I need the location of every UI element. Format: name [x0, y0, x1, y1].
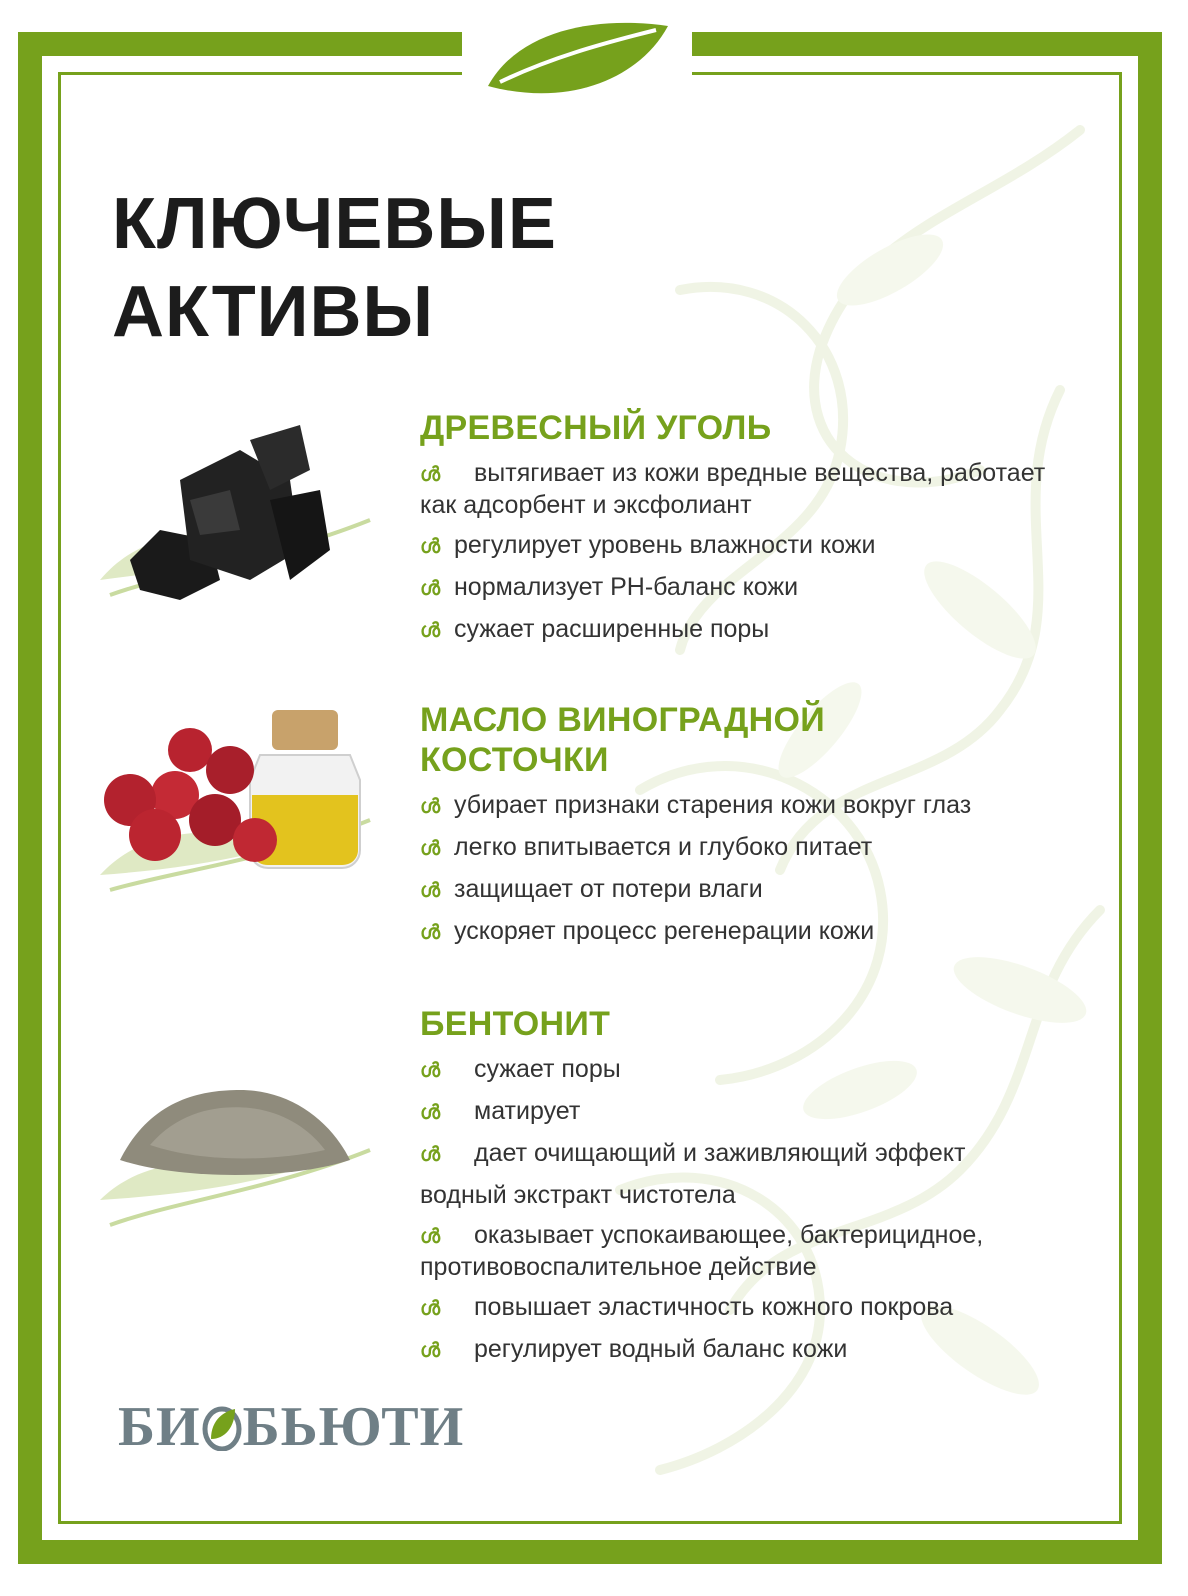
logo-text-end: БЬЮТИ — [242, 1396, 465, 1458]
list-item — [420, 572, 1060, 604]
title-line-2: АКТИВЫ — [112, 272, 434, 352]
section-heading — [420, 700, 1060, 780]
bullet-icon: ൾ — [420, 464, 441, 486]
list-item-text: дает очищающий и заживляющий эффект — [474, 1139, 966, 1167]
list-item — [420, 790, 1060, 822]
bullet-icon: ൾ — [420, 1144, 441, 1166]
title-line-1: КЛЮЧЕВЫЕ — [112, 184, 557, 264]
logo-text-start: БИ — [118, 1396, 201, 1458]
benefit-list — [420, 1054, 1060, 1366]
list-item-text: повышает эластичность кожного покрова — [474, 1293, 954, 1321]
bullet-icon: ൾ — [420, 1340, 441, 1362]
list-item-text: регулирует водный баланс кожи — [474, 1335, 848, 1363]
list-item-text: ускоряет процесс регенерации кожи — [454, 917, 875, 945]
list-item — [420, 614, 1060, 646]
list-item — [420, 832, 1060, 864]
section-heading: ДРЕВЕСНЫЙ УГОЛЬ — [420, 409, 772, 447]
bullet-icon: ൾ — [420, 838, 441, 860]
list-item-text: сужает поры — [474, 1055, 621, 1083]
brand-logo — [118, 1395, 464, 1459]
list-item — [420, 1292, 1060, 1324]
list-item — [420, 530, 1060, 562]
section-heading-line-2: КОСТОЧКИ — [420, 741, 609, 779]
list-item-text: защищает от потери влаги — [454, 875, 763, 903]
list-item — [420, 1220, 1060, 1282]
bullet-icon: ൾ — [420, 880, 441, 902]
list-item — [420, 874, 1060, 906]
list-item — [420, 1096, 1060, 1128]
list-item-text: нормализует PH-баланс кожи — [454, 573, 799, 601]
bullet-icon: ൾ — [420, 796, 441, 818]
list-item-text: убирает признаки старения кожи вокруг глаз — [454, 791, 972, 819]
section-charcoal — [420, 408, 1060, 656]
section-bentonite — [420, 1004, 1060, 1376]
grapeseed-oil-image — [90, 700, 380, 910]
list-item — [420, 1054, 1060, 1086]
list-item — [420, 1180, 1060, 1210]
list-item-text: водный экстракт чистотела — [420, 1181, 736, 1209]
list-item-text: оказывает успокаивающее, бактерицидное, противовоспалительное действие — [420, 1221, 984, 1281]
logo-leaf-icon — [201, 1403, 243, 1451]
benefit-list — [420, 458, 1060, 646]
bentonite-image — [90, 1050, 380, 1260]
list-item-text: матирует — [474, 1097, 581, 1125]
list-item — [420, 1138, 1060, 1170]
list-item — [420, 916, 1060, 948]
list-item-text: сужает расширенные поры — [454, 615, 770, 643]
section-heading-line-1: МАСЛО ВИНОГРАДНОЙ — [420, 701, 826, 739]
bullet-icon: ൾ — [420, 1226, 441, 1248]
section-grapeseed-oil — [420, 700, 1060, 958]
bullet-icon: ൾ — [420, 578, 441, 600]
bullet-icon: ൾ — [420, 620, 441, 642]
bullet-icon: ൾ — [420, 1060, 441, 1082]
page-title — [112, 180, 557, 356]
benefit-list — [420, 790, 1060, 948]
list-item-text: регулирует уровень влажности кожи — [454, 531, 876, 559]
section-heading: БЕНТОНИТ — [420, 1005, 611, 1043]
bullet-icon: ൾ — [420, 536, 441, 558]
bullet-icon: ൾ — [420, 1102, 441, 1124]
bullet-icon: ൾ — [420, 1298, 441, 1320]
bullet-icon: ൾ — [420, 922, 441, 944]
charcoal-image — [90, 410, 380, 620]
list-item — [420, 458, 1060, 520]
list-item-text: вытягивает из кожи вредные вещества, работает как адсорбент и эксфолиант — [420, 459, 1046, 519]
list-item — [420, 1334, 1060, 1366]
list-item-text: легко впитывается и глубоко питает — [454, 833, 873, 861]
